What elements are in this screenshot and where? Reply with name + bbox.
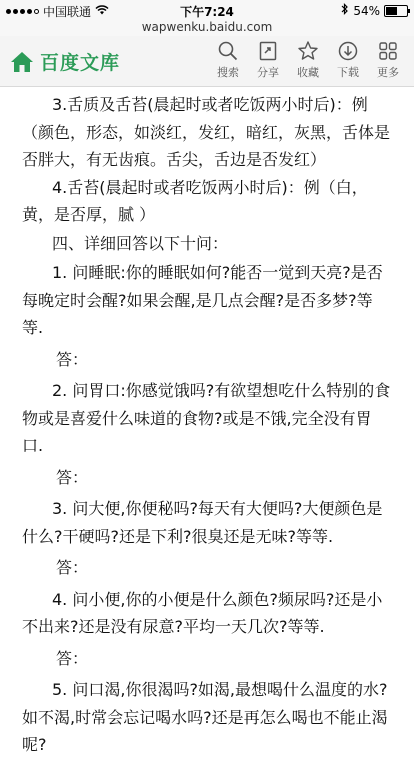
battery-percent: 54%	[353, 3, 380, 18]
share-button[interactable]	[248, 40, 288, 80]
battery-icon	[384, 5, 408, 17]
more-label: 更多	[377, 66, 399, 79]
app-header	[0, 36, 414, 87]
status-right	[341, 3, 408, 18]
header-toolbar	[208, 40, 408, 80]
logo-text: 百度文库	[40, 52, 121, 74]
share-label: 分享	[257, 66, 279, 79]
more-icon	[377, 40, 399, 62]
status-time: 下午7:24	[180, 5, 234, 19]
question-urine: 4. 问小便,你的小便是什么颜色?频尿吗?还是小不出来?还是没有尿意?平均一天几次?等等.	[22, 589, 383, 636]
carrier-label: 中国联通	[43, 5, 92, 19]
answer-label: 答：	[56, 467, 89, 487]
download-icon	[337, 40, 359, 62]
baidu-wenku-logo[interactable]	[10, 48, 120, 75]
question-thirst: 5. 问口渴,你很渴吗?如渴,最想喝什么温度的水?如不渴,时常会忘记喝水吗?还是再怎么喝也不能止渴呢?	[22, 680, 388, 754]
more-button[interactable]	[368, 40, 408, 80]
search-icon	[217, 40, 239, 62]
answer-label: 答：	[56, 558, 89, 577]
section-heading-ten-questions: 四、详细回答以下十问：	[52, 233, 229, 253]
paragraph-tongue-coating: 4.舌苔(晨起时或者吃饭两小时后)：例（白，黄，是否厚，腻 ）	[22, 177, 368, 224]
answer-label: 答：	[56, 648, 89, 668]
url-bar[interactable]: wapwenku.baidu.com	[0, 20, 414, 36]
answer-label: 答：	[56, 349, 89, 369]
bluetooth-icon	[341, 3, 349, 18]
search-button[interactable]	[208, 40, 248, 80]
house-icon	[10, 51, 34, 73]
star-icon	[297, 40, 319, 62]
favorite-button[interactable]	[288, 40, 328, 80]
search-label: 搜索	[217, 66, 239, 79]
status-bar	[0, 0, 414, 20]
question-stool: 3. 问大便,你便秘吗?每天有大便吗?大便颜色是什么?干硬吗?还是下利?很臭还是无味?等等.	[22, 499, 383, 546]
download-label: 下载	[337, 66, 359, 79]
paragraph-tongue-quality: 3.舌质及舌苔(晨起时或者吃饭两小时后)：例（颜色，形态，如淡红，发红，暗红，灰黑，舌体是否胖大，有无齿痕。舌尖，舌边是否发红）	[22, 95, 391, 169]
question-appetite: 2. 问胃口:你感觉饿吗?有欲望想吃什么特别的食物或是喜爱什么味道的食物?或是不饿,完全没有胃口.	[22, 381, 391, 455]
download-button[interactable]	[328, 40, 368, 80]
question-sleep: 1. 问睡眠:你的睡眠如何?能否一觉到天亮?是否每晚定时会醒?如果会醒,是几点会醒?是否多梦?等等.	[22, 263, 383, 337]
document-content[interactable]	[0, 87, 414, 754]
favorite-label: 收藏	[297, 66, 319, 79]
share-icon	[257, 40, 279, 62]
